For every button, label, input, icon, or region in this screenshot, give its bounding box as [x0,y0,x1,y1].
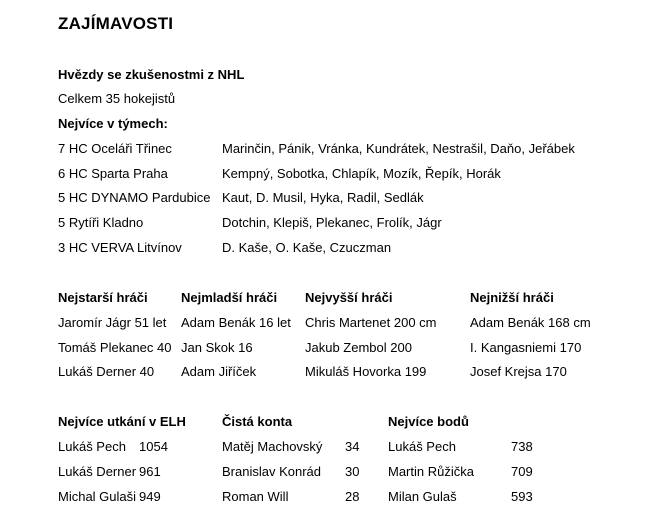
page-title: ZAJÍMAVOSTI [58,14,174,33]
teams-heading: Nejvíce v týmech: [58,116,168,131]
team-players: Kempný, Sobotka, Chlapík, Mozík, Řepík, Horák [222,166,501,181]
shortest-item: Adam Benák 168 cm [470,315,591,330]
oldest-item: Jaromír Jágr 51 let [58,315,167,330]
oldest-heading: Nejstarší hráči [58,290,148,305]
shutouts-name: Branislav Konrád [222,464,321,479]
shutouts-name: Matěj Machovský [222,439,323,454]
tallest-item: Chris Martenet 200 cm [305,315,437,330]
most-points-name: Milan Gulaš [388,489,457,504]
shortest-heading: Nejnižší hráči [470,290,554,305]
shutouts-value: 30 [345,464,360,479]
team-name: 3 HC VERVA Litvínov [58,240,182,255]
team-players: D. Kaše, O. Kaše, Czuczman [222,240,392,255]
youngest-item: Adam Jiříček [181,364,257,379]
most-points-value: 709 [511,464,533,479]
most-games-value: 949 [139,489,161,504]
most-points-name: Lukáš Pech [388,439,456,454]
youngest-item: Jan Skok 16 [181,340,253,355]
team-name: 5 HC DYNAMO Pardubice [58,190,211,205]
shutouts-value: 34 [345,439,360,454]
most-games-value: 961 [139,464,161,479]
team-players: Dotchin, Klepiš, Plekanec, Frolík, Jágr [222,215,442,230]
team-players: Marinčin, Pánik, Vránka, Kundrátek, Nestrašil, Daňo, Jeřábek [222,141,575,156]
youngest-item: Adam Benák 16 let [181,315,291,330]
team-name: 5 Rytíři Kladno [58,215,144,230]
team-name: 6 HC Sparta Praha [58,166,168,181]
most-games-value: 1054 [139,439,168,454]
shortest-item: I. Kangasniemi 170 [470,340,582,355]
team-name: 7 HC Oceláři Třinec [58,141,172,156]
oldest-item: Lukáš Derner 40 [58,364,155,379]
most-points-name: Martin Růžička [388,464,474,479]
tallest-item: Jakub Zembol 200 [305,340,412,355]
shutouts-value: 28 [345,489,360,504]
team-players: Kaut, D. Musil, Hyka, Radil, Sedlák [222,190,424,205]
nhl-heading: Hvězdy se zkušenostmi z NHL [58,67,245,82]
shortest-item: Josef Krejsa 170 [470,364,567,379]
most-games-name: Michal Gulaši [58,489,137,504]
oldest-item: Tomáš Plekanec 40 [58,340,172,355]
most-games-name: Lukáš Pech [58,439,126,454]
tallest-heading: Nejvyšší hráči [305,290,393,305]
shutouts-heading: Čistá konta [222,414,293,429]
most-points-value: 738 [511,439,533,454]
most-games-heading: Nejvíce utkání v ELH [58,414,186,429]
tallest-item: Mikuláš Hovorka 199 [305,364,427,379]
shutouts-name: Roman Will [222,489,289,504]
nhl-total: Celkem 35 hokejistů [58,91,176,106]
most-points-heading: Nejvíce bodů [388,414,469,429]
most-games-name: Lukáš Derner [58,464,137,479]
most-points-value: 593 [511,489,533,504]
youngest-heading: Nejmladší hráči [181,290,278,305]
